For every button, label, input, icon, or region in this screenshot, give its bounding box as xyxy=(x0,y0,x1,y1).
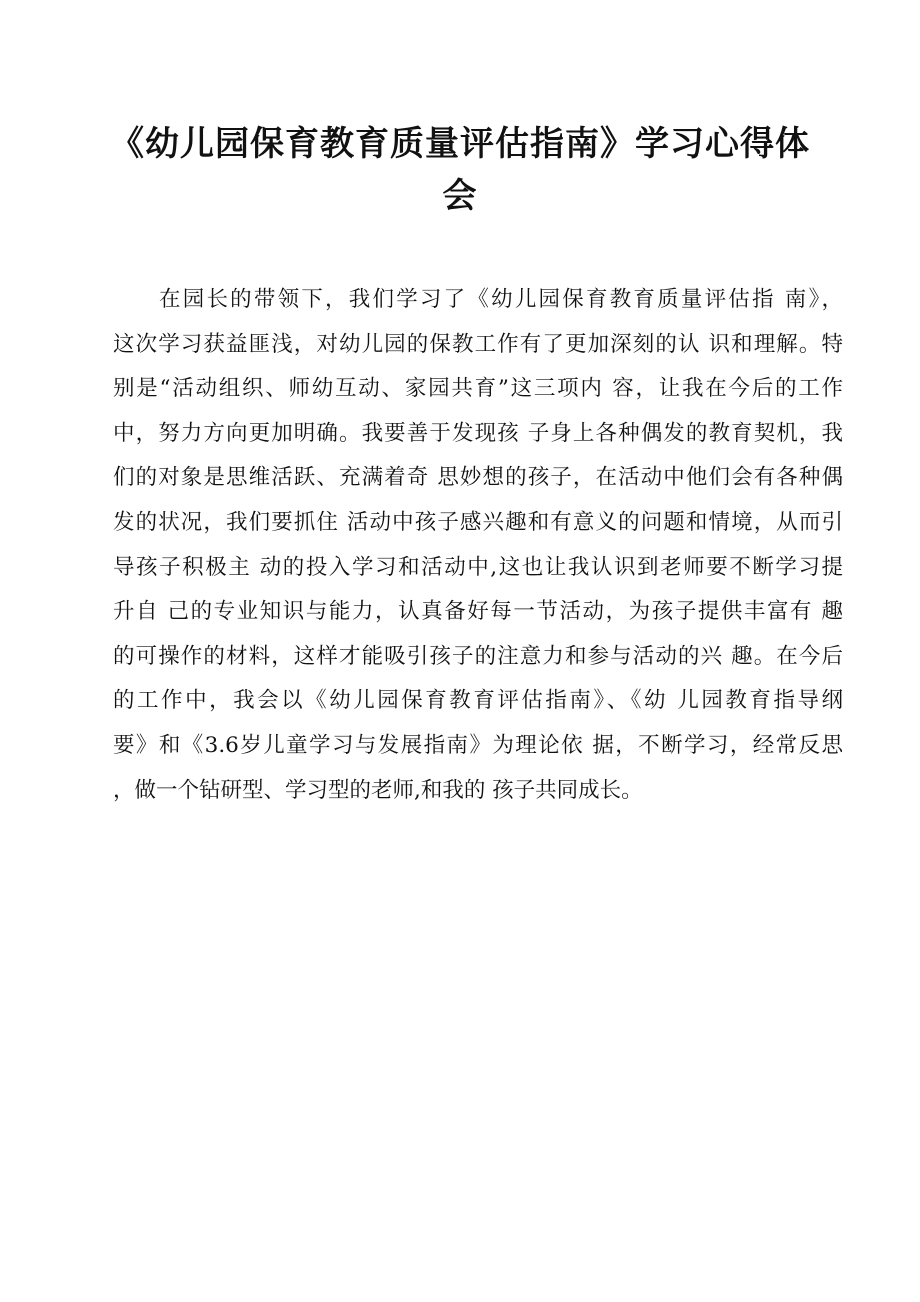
title-line: 会 xyxy=(442,176,478,216)
body-line: 中，努力方向更加明确。我要善于发现孩 子身上各种偶发的教育契机，我 xyxy=(113,420,843,446)
body-line: 导孩子积极主 动的投入学习和活动中,这也让我认识到老师要不断学习提 xyxy=(113,554,843,580)
body-line: 别是“活动组织、师幼互动、家园共育”这三项内 容，让我在今后的工作 xyxy=(113,376,843,402)
title-line: 《幼儿园保育教育质量评估指南》学习心得体 xyxy=(110,124,810,164)
body-line: 的可操作的材料，这样才能吸引孩子的注意力和参与活动的兴 趣。在今后 xyxy=(113,643,843,669)
body-line: 发的状况，我们要抓住 活动中孩子感兴趣和有意义的问题和情境，从而引 xyxy=(113,509,843,535)
body-line: 的工作中，我会以《幼儿园保育教育评估指南》、《幼 儿园教育指导纲 xyxy=(113,688,843,714)
body-line: 要》和《3.6岁儿童学习与发展指南》为理论依 据，不断学习，经常反思 xyxy=(113,732,843,758)
document-title xyxy=(100,118,820,222)
body-line: 在园长的带领下，我们学习了《幼儿园保育教育质量评估指 南》， xyxy=(159,287,843,312)
body-line: 升自 己的专业知识与能力，认真备好每一节活动，为孩子提供丰富有 趣 xyxy=(113,599,843,625)
document-body xyxy=(113,278,843,813)
body-line: 这次学习获益匪浅，对幼儿园的保教工作有了更加深刻的认 识和理解。特 xyxy=(113,331,843,357)
body-line: ，做一个钻研型、学习型的老师,和我的 孩子共同成长。 xyxy=(113,777,643,803)
body-line: 们的对象是思维活跃、充满着奇 思妙想的孩子，在活动中他们会有各种偶 xyxy=(113,465,843,491)
